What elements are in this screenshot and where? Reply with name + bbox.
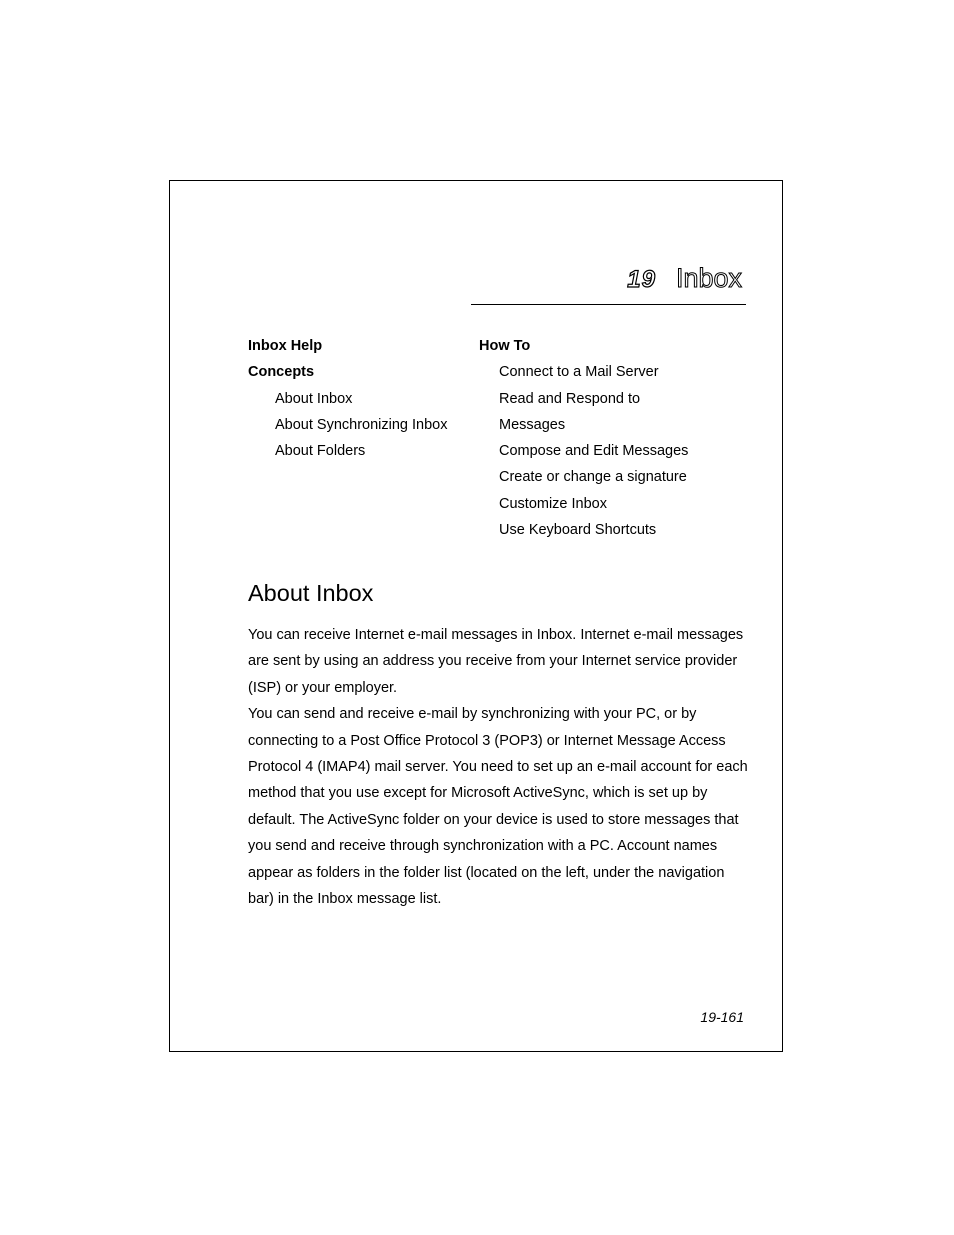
chapter-header <box>627 263 742 294</box>
toc-link-customize-inbox[interactable]: Customize Inbox <box>499 495 607 512</box>
toc-link-read-respond-continued[interactable]: Messages <box>499 416 566 433</box>
toc-link-keyboard-shortcuts[interactable]: Use Keyboard Shortcuts <box>499 522 657 539</box>
body-paragraph: You can receive Internet e-mail messages in Inbox. Internet e-mail messages are sent by using an address you receive from your Internet service provider (ISP) or your employer. <box>248 627 744 696</box>
toc-left-column <box>248 333 468 464</box>
page-frame <box>169 180 783 1052</box>
toc-link-connect-mail-server[interactable]: Connect to a Mail Server <box>499 364 659 381</box>
toc-link-compose-edit[interactable]: Compose and Edit Messages <box>499 443 689 460</box>
page-number: 19-161 <box>700 1009 744 1025</box>
toc-heading-inbox-help[interactable]: Inbox Help <box>248 338 323 354</box>
toc-link-signature[interactable]: Create or change a signature <box>499 469 687 486</box>
toc-heading-how-to[interactable]: How To <box>479 338 531 354</box>
toc-link-read-respond[interactable]: Read and Respond to <box>499 390 641 407</box>
body-paragraph: You can send and receive e-mail by synchronizing with your PC, or by connecting to a Post Office Protocol 3 (POP3) or Internet Message Access Protocol 4 (IMAP4) mail server. You need to set up an e-mail account for each method that you use except for Microsoft ActiveSync, which is set up by default. The ActiveSync folder on your device is used to store messages that you send and receive through synchronization with a PC. Account names appear as folders in the folder list (located on the left, under the navigation bar) in the Inbox message list. <box>248 706 748 908</box>
toc-link-about-folders[interactable]: About Folders <box>275 443 366 460</box>
section-body <box>248 622 748 912</box>
toc-right-column <box>479 333 719 543</box>
section-title: About Inbox <box>248 580 374 606</box>
toc-link-about-inbox[interactable]: About Inbox <box>275 390 353 407</box>
chapter-title: Inbox <box>675 263 742 293</box>
chapter-number: 19 <box>627 266 656 293</box>
chapter-divider <box>471 304 746 305</box>
toc-link-about-synchronizing-inbox[interactable]: About Synchronizing Inbox <box>275 416 448 433</box>
toc-heading-concepts[interactable]: Concepts <box>248 364 315 381</box>
